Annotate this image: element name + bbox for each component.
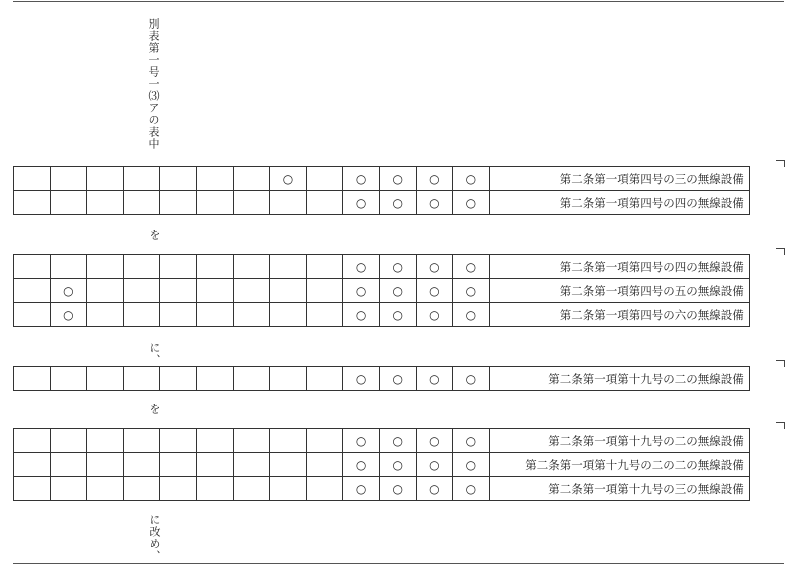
table-row [14,191,750,215]
mark-cell: ○ [379,429,416,453]
empty-cell [87,255,124,279]
table-row [14,167,750,191]
empty-cell [50,191,87,215]
empty-cell [14,255,51,279]
row-label: 第二条第一項第四号の五の無線設備 [489,279,749,303]
row-label: 第二条第一項第十九号の二の無線設備 [489,367,749,391]
connector-wo-2: を [148,403,161,415]
table-1-corner [776,160,785,167]
empty-cell [306,167,343,191]
mark-cell: ○ [453,167,490,191]
empty-cell [160,367,197,391]
empty-cell [87,167,124,191]
mark-cell: ○ [379,167,416,191]
empty-cell [233,429,270,453]
empty-cell [50,367,87,391]
empty-cell [87,191,124,215]
empty-cell [123,255,160,279]
empty-cell [306,477,343,501]
mark-cell: ○ [416,167,453,191]
empty-cell [14,453,51,477]
empty-cell [123,279,160,303]
mark-cell: ○ [416,367,453,391]
mark-cell: ○ [416,279,453,303]
empty-cell [14,167,51,191]
empty-cell [160,429,197,453]
empty-cell [123,303,160,327]
table-2-corner [776,248,785,255]
table-1 [13,166,750,215]
mark-cell: ○ [343,453,380,477]
empty-cell [14,279,51,303]
empty-cell [14,303,51,327]
empty-cell [196,429,233,453]
row-label: 第二条第一項第四号の四の無線設備 [489,255,749,279]
empty-cell [160,167,197,191]
empty-cell [196,303,233,327]
empty-cell [87,303,124,327]
top-rule [13,1,784,2]
mark-cell: ○ [453,255,490,279]
empty-cell [233,453,270,477]
table-row [14,477,750,501]
empty-cell [123,367,160,391]
empty-cell [196,367,233,391]
mark-cell: ○ [453,477,490,501]
empty-cell [270,255,307,279]
empty-cell [87,367,124,391]
mark-cell: ○ [416,453,453,477]
empty-cell [270,303,307,327]
empty-cell [123,477,160,501]
mark-cell: ○ [343,191,380,215]
empty-cell [306,191,343,215]
empty-cell [306,429,343,453]
empty-cell [196,167,233,191]
empty-cell [123,167,160,191]
empty-cell [233,167,270,191]
empty-cell [270,477,307,501]
empty-cell [233,279,270,303]
empty-cell [87,279,124,303]
mark-cell: ○ [453,453,490,477]
empty-cell [50,477,87,501]
mark-cell: ○ [379,477,416,501]
empty-cell [233,477,270,501]
table-row [14,367,750,391]
table-row [14,255,750,279]
empty-cell [270,429,307,453]
mark-cell: ○ [343,477,380,501]
mark-cell: ○ [379,453,416,477]
mark-cell: ○ [50,279,87,303]
empty-cell [233,255,270,279]
empty-cell [270,191,307,215]
mark-cell: ○ [379,279,416,303]
empty-cell [306,303,343,327]
mark-cell: ○ [379,255,416,279]
empty-cell [160,191,197,215]
row-label: 第二条第一項第四号の三の無線設備 [489,167,749,191]
mark-cell: ○ [379,367,416,391]
mark-cell: ○ [453,279,490,303]
empty-cell [160,303,197,327]
empty-cell [270,453,307,477]
mark-cell: ○ [343,279,380,303]
mark-cell: ○ [453,367,490,391]
row-label: 第二条第一項第十九号の二の二の無線設備 [489,453,749,477]
connector-final: に改め、 [148,514,161,562]
mark-cell: ○ [453,191,490,215]
empty-cell [123,453,160,477]
row-label: 第二条第一項第四号の六の無線設備 [489,303,749,327]
empty-cell [233,367,270,391]
table-row [14,303,750,327]
empty-cell [306,279,343,303]
empty-cell [196,477,233,501]
empty-cell [196,255,233,279]
empty-cell [306,367,343,391]
empty-cell [196,279,233,303]
empty-cell [160,477,197,501]
table-3 [13,366,750,391]
empty-cell [160,279,197,303]
mark-cell: ○ [343,255,380,279]
empty-cell [160,453,197,477]
connector-ni-1: に、 [148,342,161,366]
empty-cell [306,255,343,279]
empty-cell [87,477,124,501]
connector-wo-1: を [148,229,161,241]
empty-cell [196,191,233,215]
table-row [14,429,750,453]
table-row [14,453,750,477]
mark-cell: ○ [416,255,453,279]
empty-cell [160,255,197,279]
mark-cell: ○ [416,429,453,453]
table-4-corner [776,422,785,429]
empty-cell [14,367,51,391]
table-row [14,279,750,303]
empty-cell [14,429,51,453]
empty-cell [196,453,233,477]
row-label: 第二条第一項第十九号の三の無線設備 [489,477,749,501]
table-4 [13,428,750,501]
mark-cell: ○ [379,191,416,215]
empty-cell [50,167,87,191]
heading-text: 別表第一号一⑶アの表中 [147,18,160,150]
empty-cell [123,191,160,215]
mark-cell: ○ [343,167,380,191]
empty-cell [270,367,307,391]
row-label: 第二条第一項第十九号の二の無線設備 [489,429,749,453]
mark-cell: ○ [416,303,453,327]
mark-cell: ○ [416,477,453,501]
table-2 [13,254,750,327]
table-3-corner [776,360,785,367]
empty-cell [123,429,160,453]
mark-cell: ○ [343,367,380,391]
row-label: 第二条第一項第四号の四の無線設備 [489,191,749,215]
mark-cell: ○ [50,303,87,327]
mark-cell: ○ [453,429,490,453]
empty-cell [50,255,87,279]
empty-cell [50,453,87,477]
mark-cell: ○ [270,167,307,191]
empty-cell [87,429,124,453]
mark-cell: ○ [416,191,453,215]
bottom-rule [13,563,784,564]
empty-cell [87,453,124,477]
empty-cell [233,191,270,215]
mark-cell: ○ [379,303,416,327]
empty-cell [50,429,87,453]
empty-cell [233,303,270,327]
mark-cell: ○ [343,429,380,453]
mark-cell: ○ [453,303,490,327]
mark-cell: ○ [343,303,380,327]
empty-cell [306,453,343,477]
empty-cell [14,477,51,501]
empty-cell [14,191,51,215]
empty-cell [270,279,307,303]
